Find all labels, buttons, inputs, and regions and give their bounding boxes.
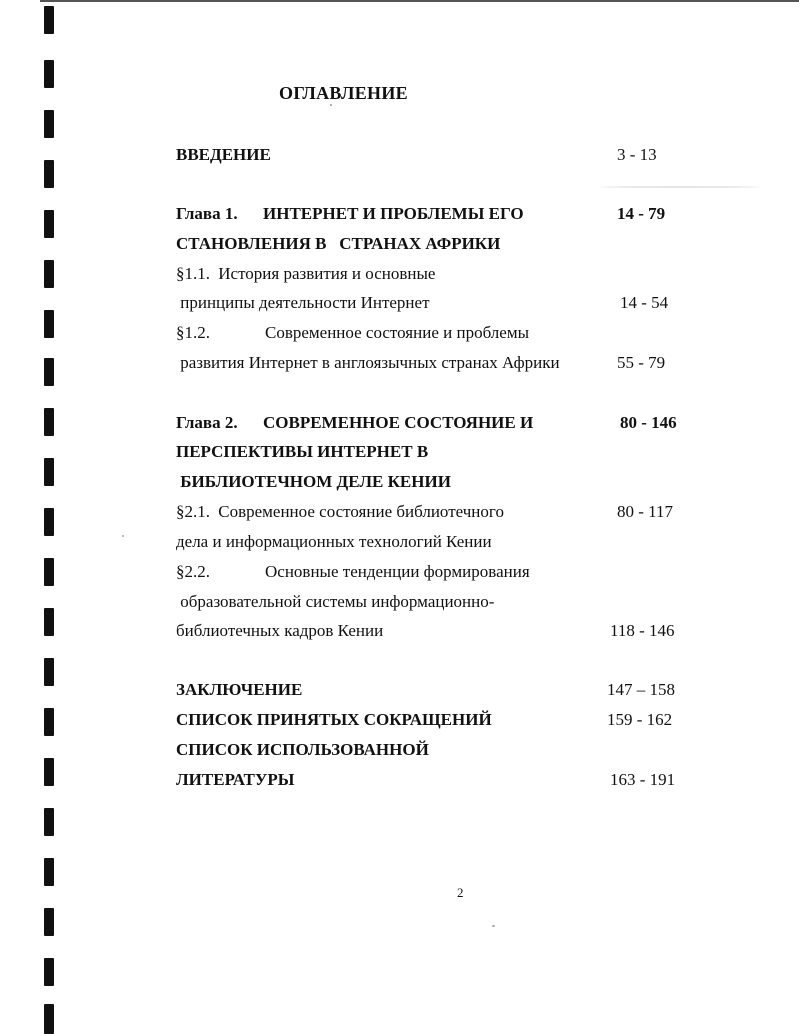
section-1-2-num: §1.2. [176,323,210,342]
binding-hole [44,210,54,238]
binding-holes-strip [0,0,70,1034]
section-2-1-line1 [176,501,504,523]
chapter2-prefix: Глава 2. [176,413,238,432]
section-2-1-pages: 80 - 117 [617,502,674,521]
references-pages: 163 - 191 [610,770,676,789]
page-number: 2 [457,885,464,900]
intro-label: ВВЕДЕНИЕ [176,145,271,164]
binding-hole [44,358,54,386]
chapter1-title-line2: СТАНОВЛЕНИЯ В СТРАНАХ АФРИКИ [176,234,501,253]
binding-hole [44,110,54,138]
section-2-1-line2: дела и информационных технологий Кении [176,532,492,551]
binding-hole [44,1004,54,1034]
references-label-line1: СПИСОК ИСПОЛЬЗОВАННОЙ [176,740,429,759]
chapter2-title-line3: БИБЛИОТЕЧНОМ ДЕЛЕ КЕНИИ [176,472,451,491]
binding-hole [44,558,54,586]
section-1-1-line1 [176,263,435,285]
section-1-2-line1 [176,322,529,344]
section-1-1-pages: 14 - 54 [620,293,669,312]
binding-hole [44,658,54,686]
section-2-2-num: §2.2. [176,562,210,581]
conclusion-label: ЗАКЛЮЧЕНИЕ [176,680,303,699]
scan-noise [122,535,124,537]
section-2-1-title: Современное состояние библиотечного [218,502,504,521]
scan-top-edge [40,0,799,2]
chapter2-title-line2: ПЕРСПЕКТИВЫ ИНТЕРНЕТ В [176,442,429,461]
binding-hole [44,958,54,986]
section-2-2-line3: библиотечных кадров Кении [176,621,384,640]
section-2-2-title: Основные тенденции формирования [265,562,530,581]
section-1-2-pages: 55 - 79 [617,353,666,372]
scan-noise [492,925,495,927]
binding-hole [44,758,54,786]
conclusion-pages: 147 – 158 [607,680,675,699]
toc-title: ОГЛАВЛЕНИЕ [279,83,408,103]
scan-noise [330,104,332,106]
chapter2-title-line1: СОВРЕМЕННОЕ СОСТОЯНИЕ И [263,413,534,432]
binding-hole [44,908,54,936]
references-label-line2: ЛИТЕРАТУРЫ [176,770,295,789]
section-2-1-num: §2.1. [176,502,210,521]
section-1-2-title: Современное состояние и проблемы [265,323,529,342]
section-2-2-line2: образовательной системы информационно- [176,592,495,611]
section-1-1-num: §1.1. [176,264,210,283]
binding-hole [44,608,54,636]
section-1-2-line2: развития Интернет в англоязычных странах Африки [176,353,560,372]
binding-hole [44,310,54,338]
section-1-1-title: История развития и основные [218,264,436,283]
chapter1-prefix: Глава 1. [176,204,238,223]
binding-hole [44,408,54,436]
binding-hole [44,708,54,736]
binding-hole [44,260,54,288]
chapter2-heading [176,412,534,434]
binding-hole [44,6,54,34]
section-2-2-pages: 118 - 146 [610,621,675,640]
binding-hole [44,160,54,188]
section-2-2-line1 [176,561,530,583]
chapter1-heading [176,203,524,225]
binding-hole [44,458,54,486]
scan-noise [600,186,760,188]
binding-hole [44,508,54,536]
binding-hole [44,858,54,886]
chapter1-pages: 14 - 79 [617,204,666,223]
chapter2-pages: 80 - 146 [620,413,677,432]
section-1-1-line2: принципы деятельности Интернет [176,293,430,312]
abbreviations-label: СПИСОК ПРИНЯТЫХ СОКРАЩЕНИЙ [176,710,492,729]
intro-pages: 3 - 13 [617,145,657,164]
chapter1-title-line1: ИНТЕРНЕТ И ПРОБЛЕМЫ ЕГО [263,204,524,223]
abbreviations-pages: 159 - 162 [607,710,673,729]
binding-hole [44,808,54,836]
